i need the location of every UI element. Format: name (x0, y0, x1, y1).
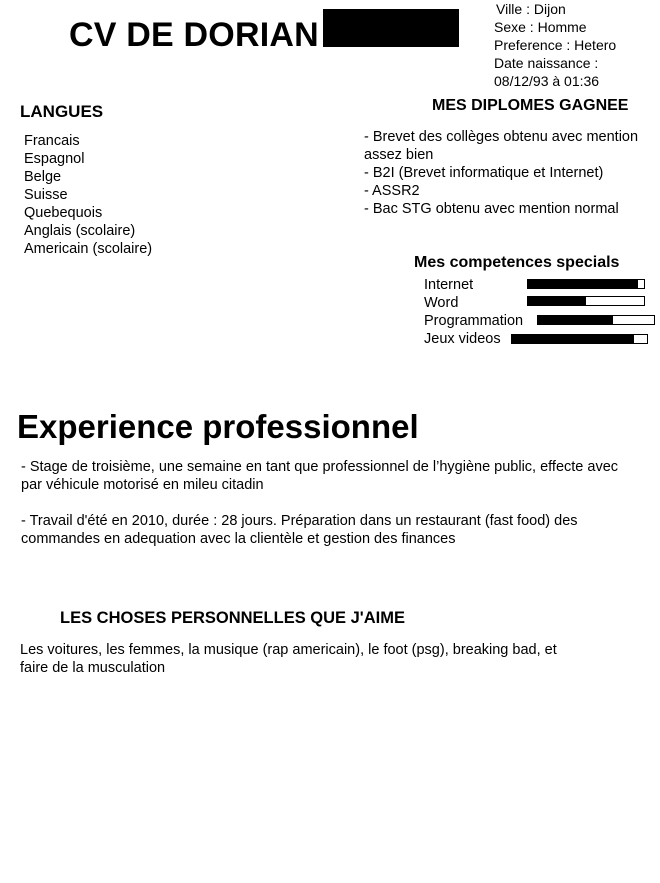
skill-bar-fill (512, 335, 634, 343)
list-item: Americain (scolaire) (24, 241, 153, 257)
experience-item: - Travail d'été en 2010, durée : 28 jours. Préparation dans un restaurant (fast food) des commandes en adequation avec la clientèle et gestion des finances (21, 513, 578, 547)
skill-bar-internet (527, 279, 645, 289)
info-line: Date naissance : (494, 55, 599, 71)
skill-bar-word (527, 296, 645, 306)
skill-label: Internet (424, 277, 474, 293)
skills-heading: Mes competences specials (414, 254, 620, 271)
list-item: - ASSR2 (364, 183, 420, 199)
personal-info (494, 0, 616, 90)
skill-bar-programmation (537, 315, 655, 325)
list-item: Francais (24, 133, 80, 149)
languages-list (24, 132, 152, 258)
skill-bar-fill (528, 280, 638, 288)
list-item: - B2I (Brevet informatique et Internet) (364, 165, 604, 181)
skill-bar-jeux-videos (511, 334, 648, 344)
skill-bar-fill (528, 297, 586, 305)
likes-text: Les voitures, les femmes, la musique (rap americain), le foot (psg), breaking bad, et faire de la musculation (20, 642, 557, 676)
skill-label: Word (424, 295, 459, 311)
skill-row (424, 330, 523, 348)
likes-heading: LES CHOSES PERSONNELLES QUE J'AIME (60, 609, 405, 627)
list-item: Belge (24, 169, 62, 185)
skill-label: Jeux videos (424, 331, 501, 347)
info-line: 08/12/93 à 01:36 (494, 73, 600, 89)
cv-title: CV DE DORIAN (69, 16, 319, 54)
diplomas-list (364, 128, 660, 218)
experience-item: - Stage de troisième, une semaine en tant que professionnel de l’hygiène public, effecte avec par véhicule motorisé en mileu citadin (21, 459, 619, 493)
list-item: Suisse (24, 187, 68, 203)
skill-label: Programmation (424, 313, 524, 329)
skills-list (424, 276, 523, 348)
experience-heading: Experience professionnel (17, 408, 419, 445)
info-line: Ville : Dijon (496, 1, 566, 17)
list-item: - Bac STG obtenu avec mention normal (364, 201, 619, 217)
list-item: Anglais (scolaire) (24, 223, 136, 239)
skill-row (424, 294, 523, 312)
redaction-block (323, 9, 459, 47)
list-item: - Brevet des collèges obtenu avec mention assez bien (364, 129, 639, 163)
info-line: Preference : Hetero (494, 37, 617, 53)
diplomas-heading: MES DIPLOMES GAGNEE (432, 97, 629, 114)
list-item: Quebequois (24, 205, 103, 221)
skill-row (424, 312, 523, 330)
languages-heading: LANGUES (20, 102, 104, 121)
skill-row (424, 276, 523, 294)
info-line: Sexe : Homme (494, 19, 587, 35)
list-item: Espagnol (24, 151, 85, 167)
skill-bar-fill (538, 316, 613, 324)
